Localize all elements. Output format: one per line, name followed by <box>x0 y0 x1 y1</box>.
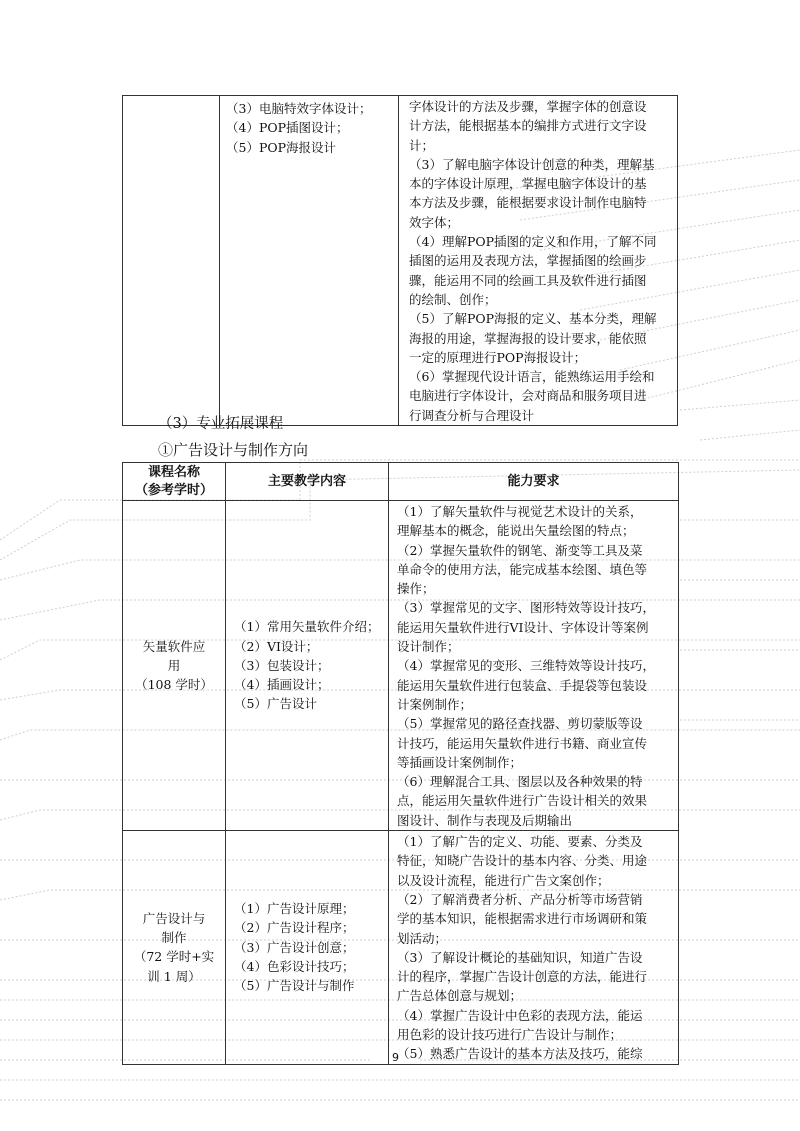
content-item: （5）广告设计 <box>234 696 317 712</box>
content-item: （3）广告设计创意； <box>234 939 355 955</box>
text-line: 本方法及步骤，能根据要求设计制作电脑特 <box>409 195 647 211</box>
text-line: （2）了解消费者分析、产品分析等市场营销 <box>397 891 643 907</box>
ability-requirement-cell <box>399 96 678 426</box>
text-line: （5）掌握常见的路径查找器、剪切蒙版等设 <box>397 716 643 732</box>
text-line: 能运用矢量软件进行包装盒、手提袋等包装设 <box>397 677 648 693</box>
course-name-line: 矢量软件应 <box>142 638 206 654</box>
teaching-content-cell <box>226 831 389 1065</box>
content-item: （5）广告设计与制作 <box>234 978 355 994</box>
course-name-cell <box>123 501 226 831</box>
header-ability: 能力要求 <box>389 463 679 501</box>
header-content: 主要教学内容 <box>226 463 389 501</box>
text-line: 一定的原理进行POP海报设计； <box>409 349 587 365</box>
course-name-cell <box>123 831 226 1065</box>
text-line: （1）了解广告的定义、功能、要素、分类及 <box>397 834 643 850</box>
course-name-line: 制作 <box>161 930 187 946</box>
course-hours: （72 学时+实 <box>133 949 215 965</box>
page-number: 9 <box>392 1051 399 1064</box>
text-line: 点，能运用矢量软件进行广告设计相关的效果 <box>397 793 648 809</box>
text-line: 计技巧，能运用矢量软件进行书籍、商业宣传 <box>397 735 648 751</box>
text-line: 的绘制、创作； <box>409 291 497 307</box>
text-line: （1）了解矢量软件与视觉艺术设计的关系， <box>397 504 643 519</box>
course-hours: （108 学时） <box>135 677 213 693</box>
text-line: 单命令的使用方法，能完成基本绘图、填色等 <box>397 561 648 577</box>
text-line: 设计制作； <box>397 639 460 655</box>
direction-heading: ①广告设计与制作方向 <box>158 441 309 459</box>
content-item: （4）POP插图设计； <box>226 120 349 136</box>
text-line: 骤，能运用不同的绘画工具及软件进行插图 <box>409 272 647 288</box>
ability-requirement-cell <box>389 831 679 1065</box>
course-hours: 训 1 周） <box>147 968 201 984</box>
text-line: （3）掌握常见的文字、图形特效等设计技巧， <box>397 600 655 616</box>
text-line: （5）熟悉广告设计的基本方法及技巧，能综 <box>397 1046 643 1062</box>
content-item: （1）广告设计原理； <box>234 901 355 917</box>
content-item: （3）电脑特效字体设计； <box>226 101 372 116</box>
teaching-content-cell <box>220 96 399 426</box>
header-text: 课程名称 <box>147 464 200 480</box>
text-line: （4）理解POP插图的定义和作用，了解不同 <box>409 234 657 250</box>
header-text: （参考学时） <box>134 482 213 498</box>
text-line: 理解基本的概念，能说出矢量绘图的特点； <box>397 523 635 539</box>
header-course-name <box>123 463 226 501</box>
course-name-line: 广告设计与 <box>142 910 206 926</box>
text-line: 图设计、制作与表现及后期输出 <box>397 812 573 828</box>
content-item: （2）VI设计； <box>234 638 319 654</box>
table-row <box>123 96 678 426</box>
text-line: 特征，知晓广告设计的基本内容、分类、用途 <box>397 853 648 869</box>
course-name-cell <box>123 96 220 426</box>
course-name-line: 用 <box>167 657 181 673</box>
course-table <box>122 462 679 1065</box>
text-line: 行调查分析与合理设计 <box>409 407 535 423</box>
text-line: 能运用矢量软件进行VI设计、字体设计等案例 <box>397 619 649 635</box>
text-line: 划活动； <box>397 930 448 946</box>
content-item: （1）常用矢量软件介绍； <box>234 619 380 635</box>
text-line: 电脑进行字体设计，会对商品和服务项目进 <box>409 388 647 404</box>
text-line: 等插画设计案例制作； <box>397 754 523 770</box>
content-item: （3）包装设计； <box>234 657 330 673</box>
text-line: 效字体； <box>409 214 460 230</box>
text-line: 计； <box>409 137 435 153</box>
content-item: （2）广告设计程序； <box>234 920 355 936</box>
table-header-row <box>123 463 679 501</box>
text-line: （5）了解POP海报的定义、基本分类，理解 <box>409 311 657 327</box>
section-heading: （3）专业拓展课程 <box>158 416 284 432</box>
text-line: 广告总体创意与规划； <box>397 988 523 1004</box>
table-row <box>123 501 679 831</box>
ability-requirement-cell <box>389 501 679 831</box>
content-item: （4）插画设计； <box>234 677 330 693</box>
text-line: （4）掌握常见的变形、三维特效等设计技巧， <box>397 658 655 674</box>
text-line: （6）掌握现代设计语言，能熟练运用手绘和 <box>409 369 655 385</box>
text-line: （6）理解混合工具、图层以及各种效果的特 <box>397 774 643 790</box>
text-line: （3）了解设计概论的基础知识，知道广告设 <box>397 949 643 965</box>
text-line: 插图的运用及表现方法，掌握插图的绘画步 <box>409 253 647 269</box>
continued-course-table <box>122 95 678 426</box>
text-line: 本的字体设计原理，掌握电脑字体设计的基 <box>409 176 647 192</box>
table-row <box>123 831 679 1065</box>
text-line: 操作； <box>397 581 435 597</box>
text-line: 计的程序，掌握广告设计创意的方法，能进行 <box>397 969 648 985</box>
text-line: 字体设计的方法及步骤，掌握字体的创意设 <box>409 99 647 114</box>
text-line: 以及设计流程，能进行广告文案创作； <box>397 872 610 888</box>
text-line: 海报的用途，掌握海报的设计要求，能依照 <box>409 330 647 346</box>
text-line: （2）掌握矢量软件的钢笔、渐变等工具及菜 <box>397 542 643 558</box>
text-line: 计案例制作； <box>397 696 473 712</box>
text-line: 学的基本知识，能根据需求进行市场调研和策 <box>397 911 648 927</box>
content-item: （5）POP海报设计 <box>226 139 337 155</box>
text-line: （3）了解电脑字体设计创意的种类，理解基 <box>409 156 655 172</box>
teaching-content-cell <box>226 501 389 831</box>
content-item: （4）色彩设计技巧； <box>234 958 355 974</box>
text-line: 用色彩的设计技巧进行广告设计与制作； <box>397 1027 623 1043</box>
text-line: （4）掌握广告设计中色彩的表现方法，能运 <box>397 1007 643 1023</box>
text-line: 计方法，能根据基本的编排方式进行文字设 <box>409 118 647 134</box>
